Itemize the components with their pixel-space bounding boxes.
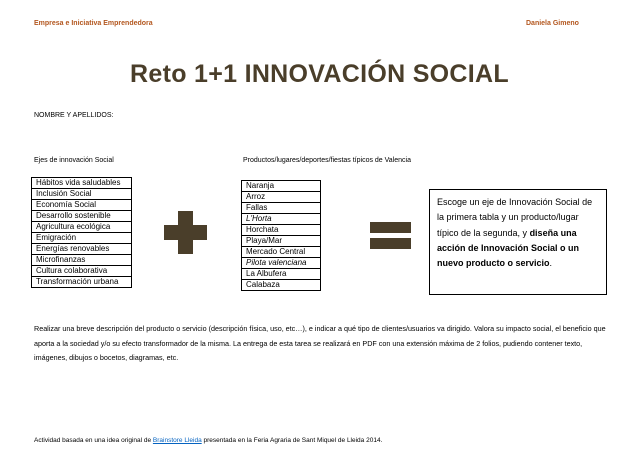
- table-row: [242, 192, 321, 203]
- ejes-table: [31, 177, 132, 288]
- table-row: [242, 236, 321, 247]
- eje-cell: Energías renovables: [32, 244, 132, 255]
- producto-cell: Calabaza: [242, 280, 321, 291]
- producto-cell: Mercado Central: [242, 247, 321, 258]
- table-row: [32, 211, 132, 222]
- equals-sign-top-bar: [370, 222, 411, 233]
- table-row: [242, 225, 321, 236]
- name-label: NOMBRE Y APELLIDOS:: [34, 112, 114, 119]
- instruction-text: Escoge un eje de Innovación Social de la primera tabla y un producto/lugar típico de la segunda, y: [437, 197, 593, 238]
- productos-table: [241, 180, 321, 291]
- table-row: [242, 247, 321, 258]
- table-row: [242, 181, 321, 192]
- footer-credit: [34, 437, 382, 444]
- producto-cell: Horchata: [242, 225, 321, 236]
- plus-sign-vertical: [178, 211, 193, 254]
- ejes-header: Ejes de innovación Social: [34, 157, 114, 164]
- brainstore-link[interactable]: Brainstore Lleida: [152, 437, 202, 444]
- table-row: [242, 203, 321, 214]
- header-author-name: Daniela Gimeno: [526, 20, 579, 27]
- eje-cell: Hábitos vida saludables: [32, 178, 132, 189]
- eje-cell: Emigración: [32, 233, 132, 244]
- task-description: Realizar una breve descripción del producto o servicio (descripción física, uso, etc…), e indicar a qué tipo de clientes/usuarios va dirigido. Valora su impacto social, el beneficio que aporta a la sociedad y/o su efecto transformador de la misma. La entrega de esta tarea se realizará en PDF con una extensión máxima de 2 folios, pudiendo contener texto, imágenes, dibujos o bocetos, diagramas, etc.: [34, 324, 606, 362]
- table-row: [32, 266, 132, 277]
- productos-header: Productos/lugares/deportes/fiestas típicos de Valencia: [243, 157, 411, 164]
- table-row: [32, 222, 132, 233]
- eje-cell: Inclusión Social: [32, 189, 132, 200]
- eje-cell: Transformación urbana: [32, 277, 132, 288]
- table-row: [32, 189, 132, 200]
- eje-cell: Agricultura ecológica: [32, 222, 132, 233]
- table-row: [32, 178, 132, 189]
- table-row: [32, 244, 132, 255]
- instruction-end: .: [549, 258, 553, 269]
- eje-cell: Cultura colaborativa: [32, 266, 132, 277]
- producto-cell: Fallas: [242, 203, 321, 214]
- equals-sign-bottom-bar: [370, 238, 411, 249]
- table-row: [32, 277, 132, 288]
- table-row: [32, 200, 132, 211]
- footer-text-after: presentada en la Feria Agraria de Sant Miquel de Lleida 2014.: [201, 437, 383, 444]
- table-row: [32, 233, 132, 244]
- table-row: [32, 255, 132, 266]
- eje-cell: Microfinanzas: [32, 255, 132, 266]
- eje-cell: Desarrollo sostenible: [32, 211, 132, 222]
- header-course-name: Empresa e Iniciativa Emprendedora: [34, 20, 153, 27]
- table-row: [242, 258, 321, 269]
- table-row: [242, 280, 321, 291]
- table-row: [242, 214, 321, 225]
- producto-cell: Arroz: [242, 192, 321, 203]
- producto-cell: L'Horta: [242, 214, 321, 225]
- producto-cell: La Albufera: [242, 269, 321, 280]
- footer-text-before: Actividad basada en una idea original de: [34, 437, 153, 444]
- page-title: Reto 1+1 INNOVACIÓN SOCIAL: [130, 60, 509, 88]
- instruction-bold-text: diseña una acción de Innovación Social o un nuevo producto o servicio: [437, 227, 580, 269]
- eje-cell: Economía Social: [32, 200, 132, 211]
- producto-cell: Pilota valenciana: [242, 258, 321, 269]
- instruction-box: [429, 189, 607, 295]
- producto-cell: Playa/Mar: [242, 236, 321, 247]
- producto-cell: Naranja: [242, 181, 321, 192]
- table-row: [242, 269, 321, 280]
